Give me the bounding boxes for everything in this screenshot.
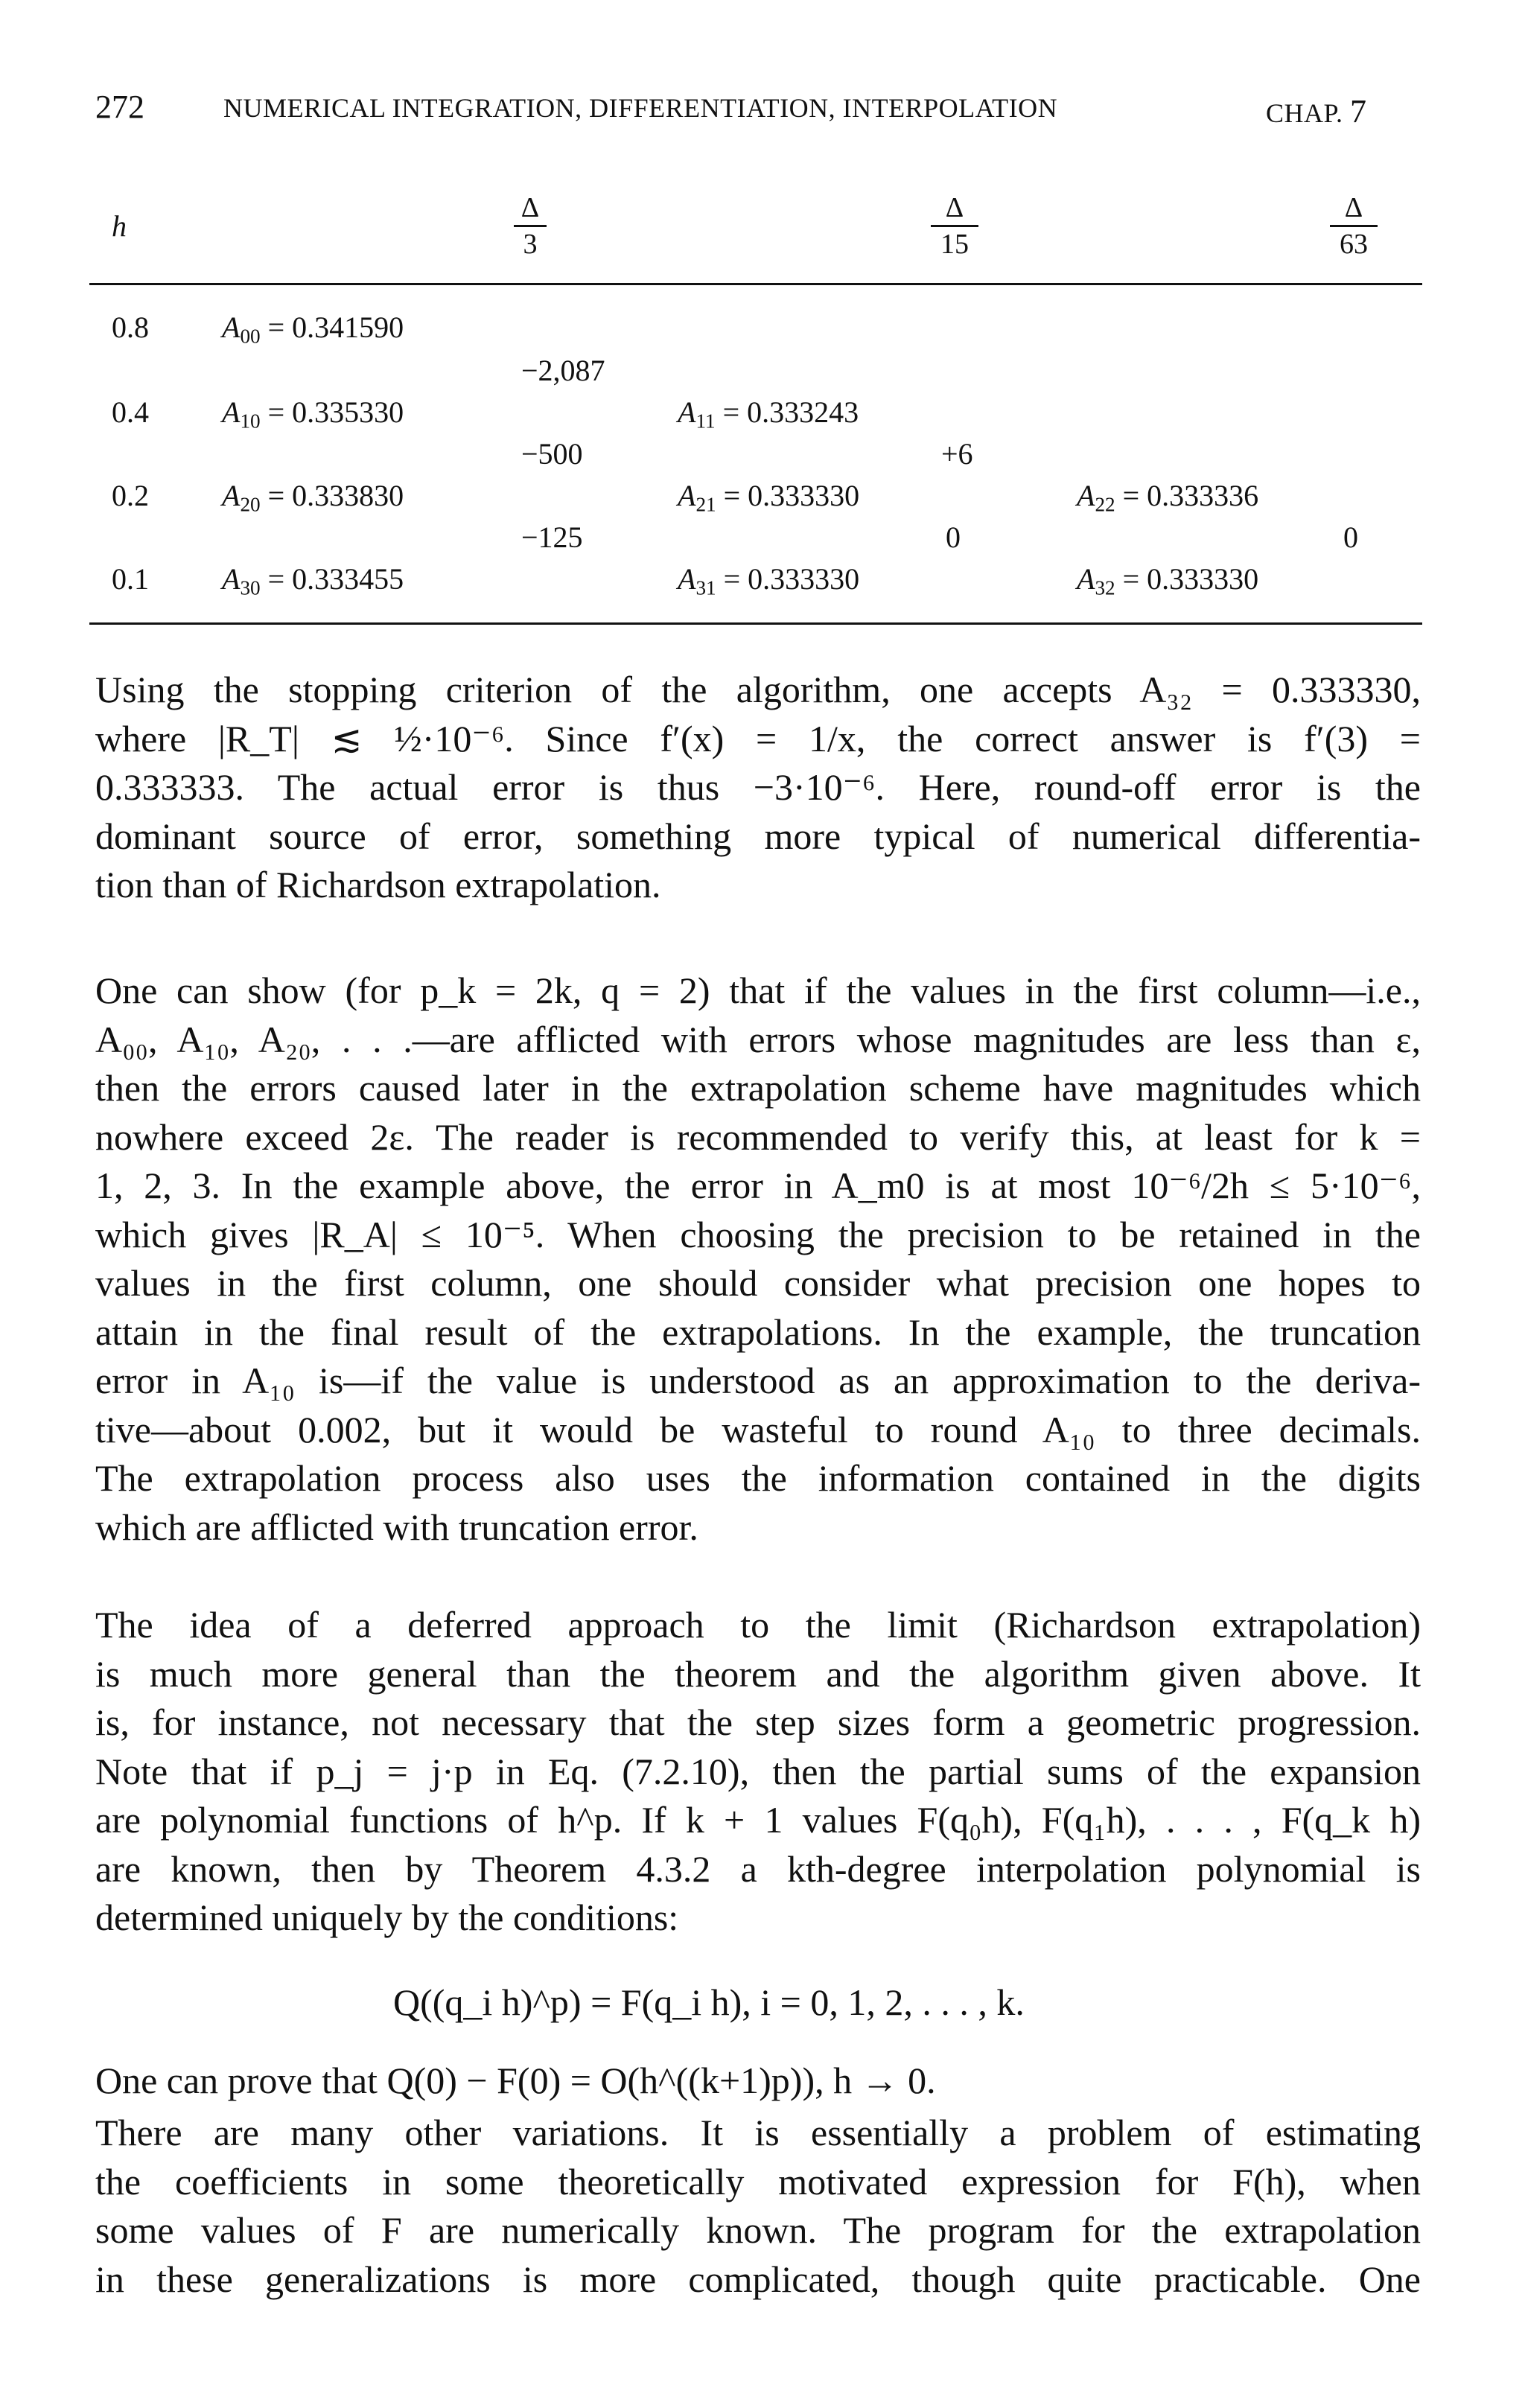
column-header-h: h <box>112 209 127 243</box>
table-top-rule <box>89 283 1422 285</box>
chapter-word: CHAP. <box>1266 98 1343 128</box>
entry-a22: $A_{22} = 0.333336$ <box>1077 479 1259 516</box>
text-line: Using the stopping criterion of the algorithm, one accepts A₃₂ = 0.333330, <box>95 669 1421 710</box>
text-line: then the errors caused later in the extrapolation scheme have magnitudes which <box>95 1067 1421 1109</box>
paragraph-proof-statement <box>95 2057 1421 2106</box>
entry-a32: $A_{32} = 0.333330$ <box>1077 562 1259 599</box>
text-line: dominant source of error, something more typical of numerical differentia- <box>95 815 1421 857</box>
text-line: tive—about 0.002, but it would be wasteful to round A₁₀ to three decimals. <box>95 1408 1421 1450</box>
entry-a10: $A_{10} = 0.335330$ <box>222 395 404 433</box>
entry-a20-value: = 0.333830 <box>267 479 404 512</box>
text-line: which are afflicted with truncation error. <box>95 1506 698 1548</box>
text-line: error in A₁₀ is—if the value is understood as an approximation to the deriva- <box>95 1360 1421 1401</box>
entry-a31-value: = 0.333330 <box>723 562 860 596</box>
text-line: values in the first column, one should consider what precision one hopes to <box>95 1262 1421 1304</box>
text-line: A₀₀, A₁₀, A₂₀, . . .—are afflicted with errors whose magnitudes are less than ε, <box>95 1018 1421 1060</box>
text-line: 0.333333. The actual error is thus −3·10⁻⁶. Here, round-off error is the <box>95 766 1421 808</box>
entry-a30: $A_{30} = 0.333455$ <box>222 562 404 599</box>
text-line: some values of F are numerically known. The program for the extrapolation <box>95 2209 1421 2251</box>
page-number: 272 <box>95 89 144 125</box>
delta-symbol: Δ <box>520 192 540 223</box>
h-value: 0.2 <box>112 479 149 512</box>
running-title: NUMERICAL INTEGRATION, DIFFERENTIATION, INTERPOLATION <box>223 93 1058 123</box>
h-value: 0.4 <box>112 395 149 429</box>
display-equation: Q((q_i h)^p) = F(q_i h), i = 0, 1, 2, . . . , k. <box>393 1981 1025 2023</box>
delta-symbol: Δ <box>1344 192 1363 223</box>
text-line: determined uniquely by the conditions: <box>95 1896 679 1938</box>
chapter-number: 7 <box>1350 93 1367 130</box>
entry-a21-value: = 0.333330 <box>723 479 860 512</box>
paragraph-stopping-criterion <box>95 666 1421 910</box>
entry-a10-value: = 0.335330 <box>267 395 404 429</box>
entry-a00-value: = 0.341590 <box>267 310 404 344</box>
denominator-3: 3 <box>514 225 547 261</box>
paragraph-deferred-approach <box>95 1601 1421 1943</box>
h-value: 0.1 <box>112 562 149 596</box>
text-line: in these generalizations is more complicated, though quite practicable. One <box>95 2258 1421 2300</box>
text-line: Note that if p_j = j·p in Eq. (7.2.10), then the partial sums of the expansion <box>95 1750 1421 1792</box>
column-header-delta-15 <box>931 191 978 261</box>
difference-2: 0 <box>946 520 961 554</box>
text-line: is much more general than the theorem and the algorithm given above. It <box>95 1652 1421 1695</box>
text-line: where |R_T| ≲ ½·10⁻⁶. Since f′(x) = 1/x, the correct answer is f′(3) = <box>95 717 1421 759</box>
entry-a11-value: = 0.333243 <box>722 395 859 429</box>
text-line: nowhere exceed 2ε. The reader is recommended to verify this, at least for k = <box>95 1115 1421 1158</box>
difference-1: −500 <box>521 437 583 471</box>
text-line: which gives |R_A| ≤ 10⁻⁵. When choosing the precision to be retained in the <box>95 1213 1421 1255</box>
difference-1: −125 <box>521 520 583 554</box>
entry-a11: $A_{11} = 0.333243$ <box>678 395 859 433</box>
text-line: There are many other variations. It is essentially a problem of estimating <box>95 2112 1421 2153</box>
paragraph-variations <box>95 2109 1421 2304</box>
text-line: tion than of Richardson extrapolation. <box>95 864 661 905</box>
entry-a21: $A_{21} = 0.333330$ <box>678 479 860 516</box>
text-line: the coefficients in some theoretically motivated expression for F(h), when <box>95 2160 1421 2202</box>
text-line: One can prove that Q(0) − F(0) = O(h^((k+1)p)), h → 0. <box>95 2060 936 2101</box>
h-value: 0.8 <box>112 310 149 344</box>
difference-1: −2,087 <box>521 354 605 387</box>
text-line: One can show (for p_k = 2k, q = 2) that if the values in the first column—i.e., <box>95 969 1421 1011</box>
entry-a20: $A_{20} = 0.333830$ <box>222 479 404 516</box>
difference-3: 0 <box>1343 520 1358 554</box>
column-header-delta-3 <box>514 191 547 261</box>
entry-a30-value: = 0.333455 <box>267 562 404 596</box>
denominator-15: 15 <box>931 225 978 261</box>
text-line: The idea of a deferred approach to the limit (Richardson extrapolation) <box>95 1604 1421 1646</box>
text-line: is, for instance, not necessary that the step sizes form a geometric progression. <box>95 1701 1421 1743</box>
entry-a00: $A_{00} = 0.341590$ <box>222 310 404 348</box>
column-header-delta-63 <box>1330 191 1378 261</box>
difference-2: +6 <box>941 437 973 471</box>
text-line: are known, then by Theorem 4.3.2 a kth-degree interpolation polynomial is <box>95 1847 1421 1890</box>
delta-symbol: Δ <box>945 192 964 223</box>
entry-a22-value: = 0.333336 <box>1122 479 1259 512</box>
denominator-63: 63 <box>1330 225 1378 261</box>
chapter-label <box>1266 92 1367 130</box>
table-bottom-rule <box>89 622 1422 625</box>
entry-a32-value: = 0.333330 <box>1122 562 1259 596</box>
text-line: attain in the final result of the extrapolations. In the example, the truncation <box>95 1310 1421 1353</box>
text-line: 1, 2, 3. In the example above, the error in A_m0 is at most 10⁻⁶/2h ≤ 5·10⁻⁶, <box>95 1165 1421 1206</box>
entry-a31: $A_{31} = 0.333330$ <box>678 562 860 599</box>
text-line: The extrapolation process also uses the information contained in the digits <box>95 1457 1421 1499</box>
paragraph-error-propagation <box>95 966 1421 1552</box>
text-line: are polynomial functions of h^p. If k + 1 values F(q₀h), F(q₁h), . . . , F(q_k h) <box>95 1799 1421 1841</box>
